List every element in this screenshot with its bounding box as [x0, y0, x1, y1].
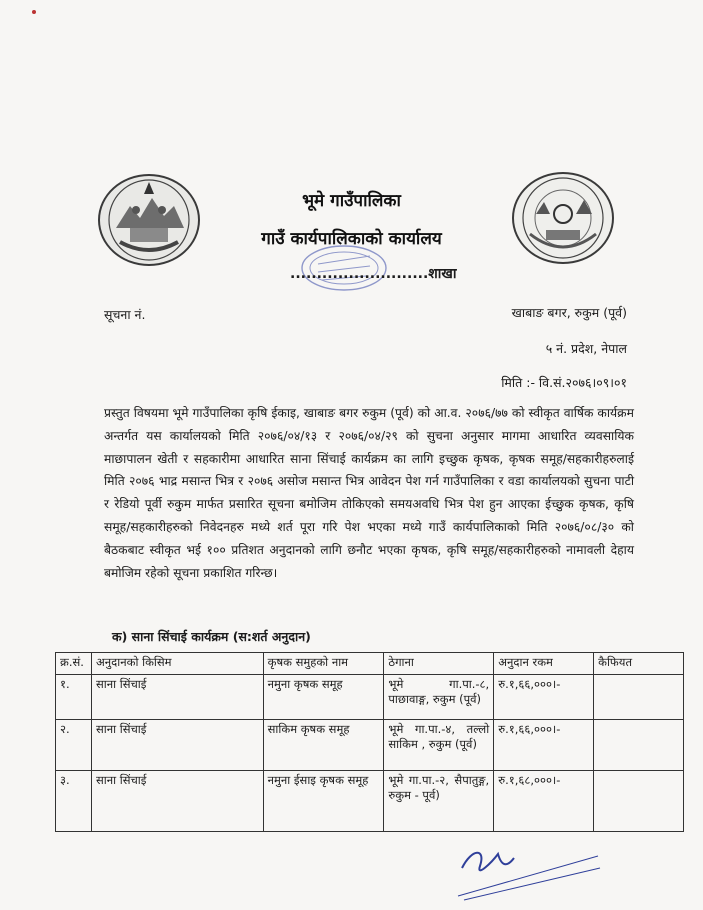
- cell-address: भूमे गा.पा.-८, पाछावाङ्ग, रुकुम (पूर्व): [384, 675, 494, 720]
- cell-sn: ३.: [56, 771, 92, 832]
- cell-sn: २.: [56, 720, 92, 771]
- col-header-sn: क्र.सं.: [56, 653, 92, 675]
- cell-remarks: [594, 771, 684, 832]
- col-header-type: अनुदानको किसिम: [91, 653, 263, 675]
- col-header-amount: अनुदान रकम: [494, 653, 594, 675]
- section-title: क) साना सिंचाई कार्यक्रम (स:शर्त अनुदान): [112, 629, 311, 644]
- table-row: [56, 720, 684, 771]
- notice-date: मिति :- वि.सं.२०७६।०९।०१: [501, 375, 627, 390]
- signature-icon: [452, 838, 602, 902]
- cell-amount: रु.१,६६,०००।-: [494, 720, 594, 771]
- office-name-line2: गाउँ कार्यपालिकाको कार्यालय: [261, 229, 442, 249]
- cell-group-name: नमुना ईसाइ कृषक समूह: [263, 771, 384, 832]
- address-line2: ५ नं. प्रदेश, नेपाल: [545, 341, 627, 356]
- notice-body-text: प्रस्तुत विषयमा भूमे गाउँपालिका कृषि ईकाइ, खाबाङ बगर रुकुम (पूर्व) को आ.व. २०७६/७७ को स्वीकृत वार्षिक कार्यक्रम अन्तर्गत यस कार्यालयको मिति २०७६/०४/१३ र २०७६/०४/२९ को सुचना अनुसार मागमा आधारित व्यवसायिक माछापालन खेती र सहकारीमा आधारित साना सिंचाई कार्यक्रम का लागि इच्छुक कृषक, कृषक समूह/सहकारीहरुलाई मिति २०७६ भाद्र मसान्त भित्र र २०७६ असोज मसान्त भित्र आवेदन पेश गर्न गाउँपालिका र वडा कार्यालयको सुचना पाटी र रेडियो पूर्वी रुकुम मार्फत प्रसारित सूचना बमोजिम तोकिएको समयअवधि भित्र पेश हुन आएका ईच्छुक कृषक, कृषि समूह/सहकारीहरुको निवेदनहरु मध्ये शर्त पूरा गरि पेश भएका मध्ये गाउँ कार्यपालिकाको मिति २०७६/०८/३० को बैठकबाट स्वीकृत भई १०० प्रतिशत अनुदानको लागि छनौट भएका कृषक, कृषि समूह/सहकारीहरुको नामावली देहाय बमोजिम रहेको सूचना प्रकाशित गरिन्छ।: [104, 406, 634, 580]
- cell-type: साना सिंचाई: [91, 771, 263, 832]
- cell-type: साना सिंचाई: [91, 720, 263, 771]
- table-row: [56, 771, 684, 832]
- ink-mark: [32, 10, 36, 14]
- col-header-address: ठेगाना: [384, 653, 494, 675]
- notice-number-label: सूचना नं.: [104, 307, 146, 322]
- col-header-remarks: कैफियत: [594, 653, 684, 675]
- office-name-line1: भूमे गाउँपालिका: [302, 191, 401, 211]
- cell-sn: १.: [56, 675, 92, 720]
- cell-amount: रु.१,६६,०००।-: [494, 675, 594, 720]
- table-row: [56, 675, 684, 720]
- cell-amount: रु.१,६८,०००।-: [494, 771, 594, 832]
- cell-type: साना सिंचाई: [91, 675, 263, 720]
- section-office-line: ..........................शाखा: [290, 266, 457, 282]
- cell-group-name: नमुना कृषक समूह: [263, 675, 384, 720]
- cell-remarks: [594, 675, 684, 720]
- beneficiary-table: [55, 652, 684, 832]
- cell-group-name: साकिम कृषक समूह: [263, 720, 384, 771]
- table-header-row: [56, 653, 684, 675]
- cell-remarks: [594, 720, 684, 771]
- address-line1: खाबाङ बगर, रुकुम (पूर्व): [511, 305, 627, 320]
- cell-address: भूमे गा.पा.-२, सैपातुङ्ग, रुकुम - पूर्व): [384, 771, 494, 832]
- col-header-group-name: कृषक समुहको नाम: [263, 653, 384, 675]
- cell-address: भूमे गा.पा.-४, तल्लो साकिम , रुकुम (पूर्व): [384, 720, 494, 771]
- bhume-municipality-logo-icon: [512, 172, 614, 264]
